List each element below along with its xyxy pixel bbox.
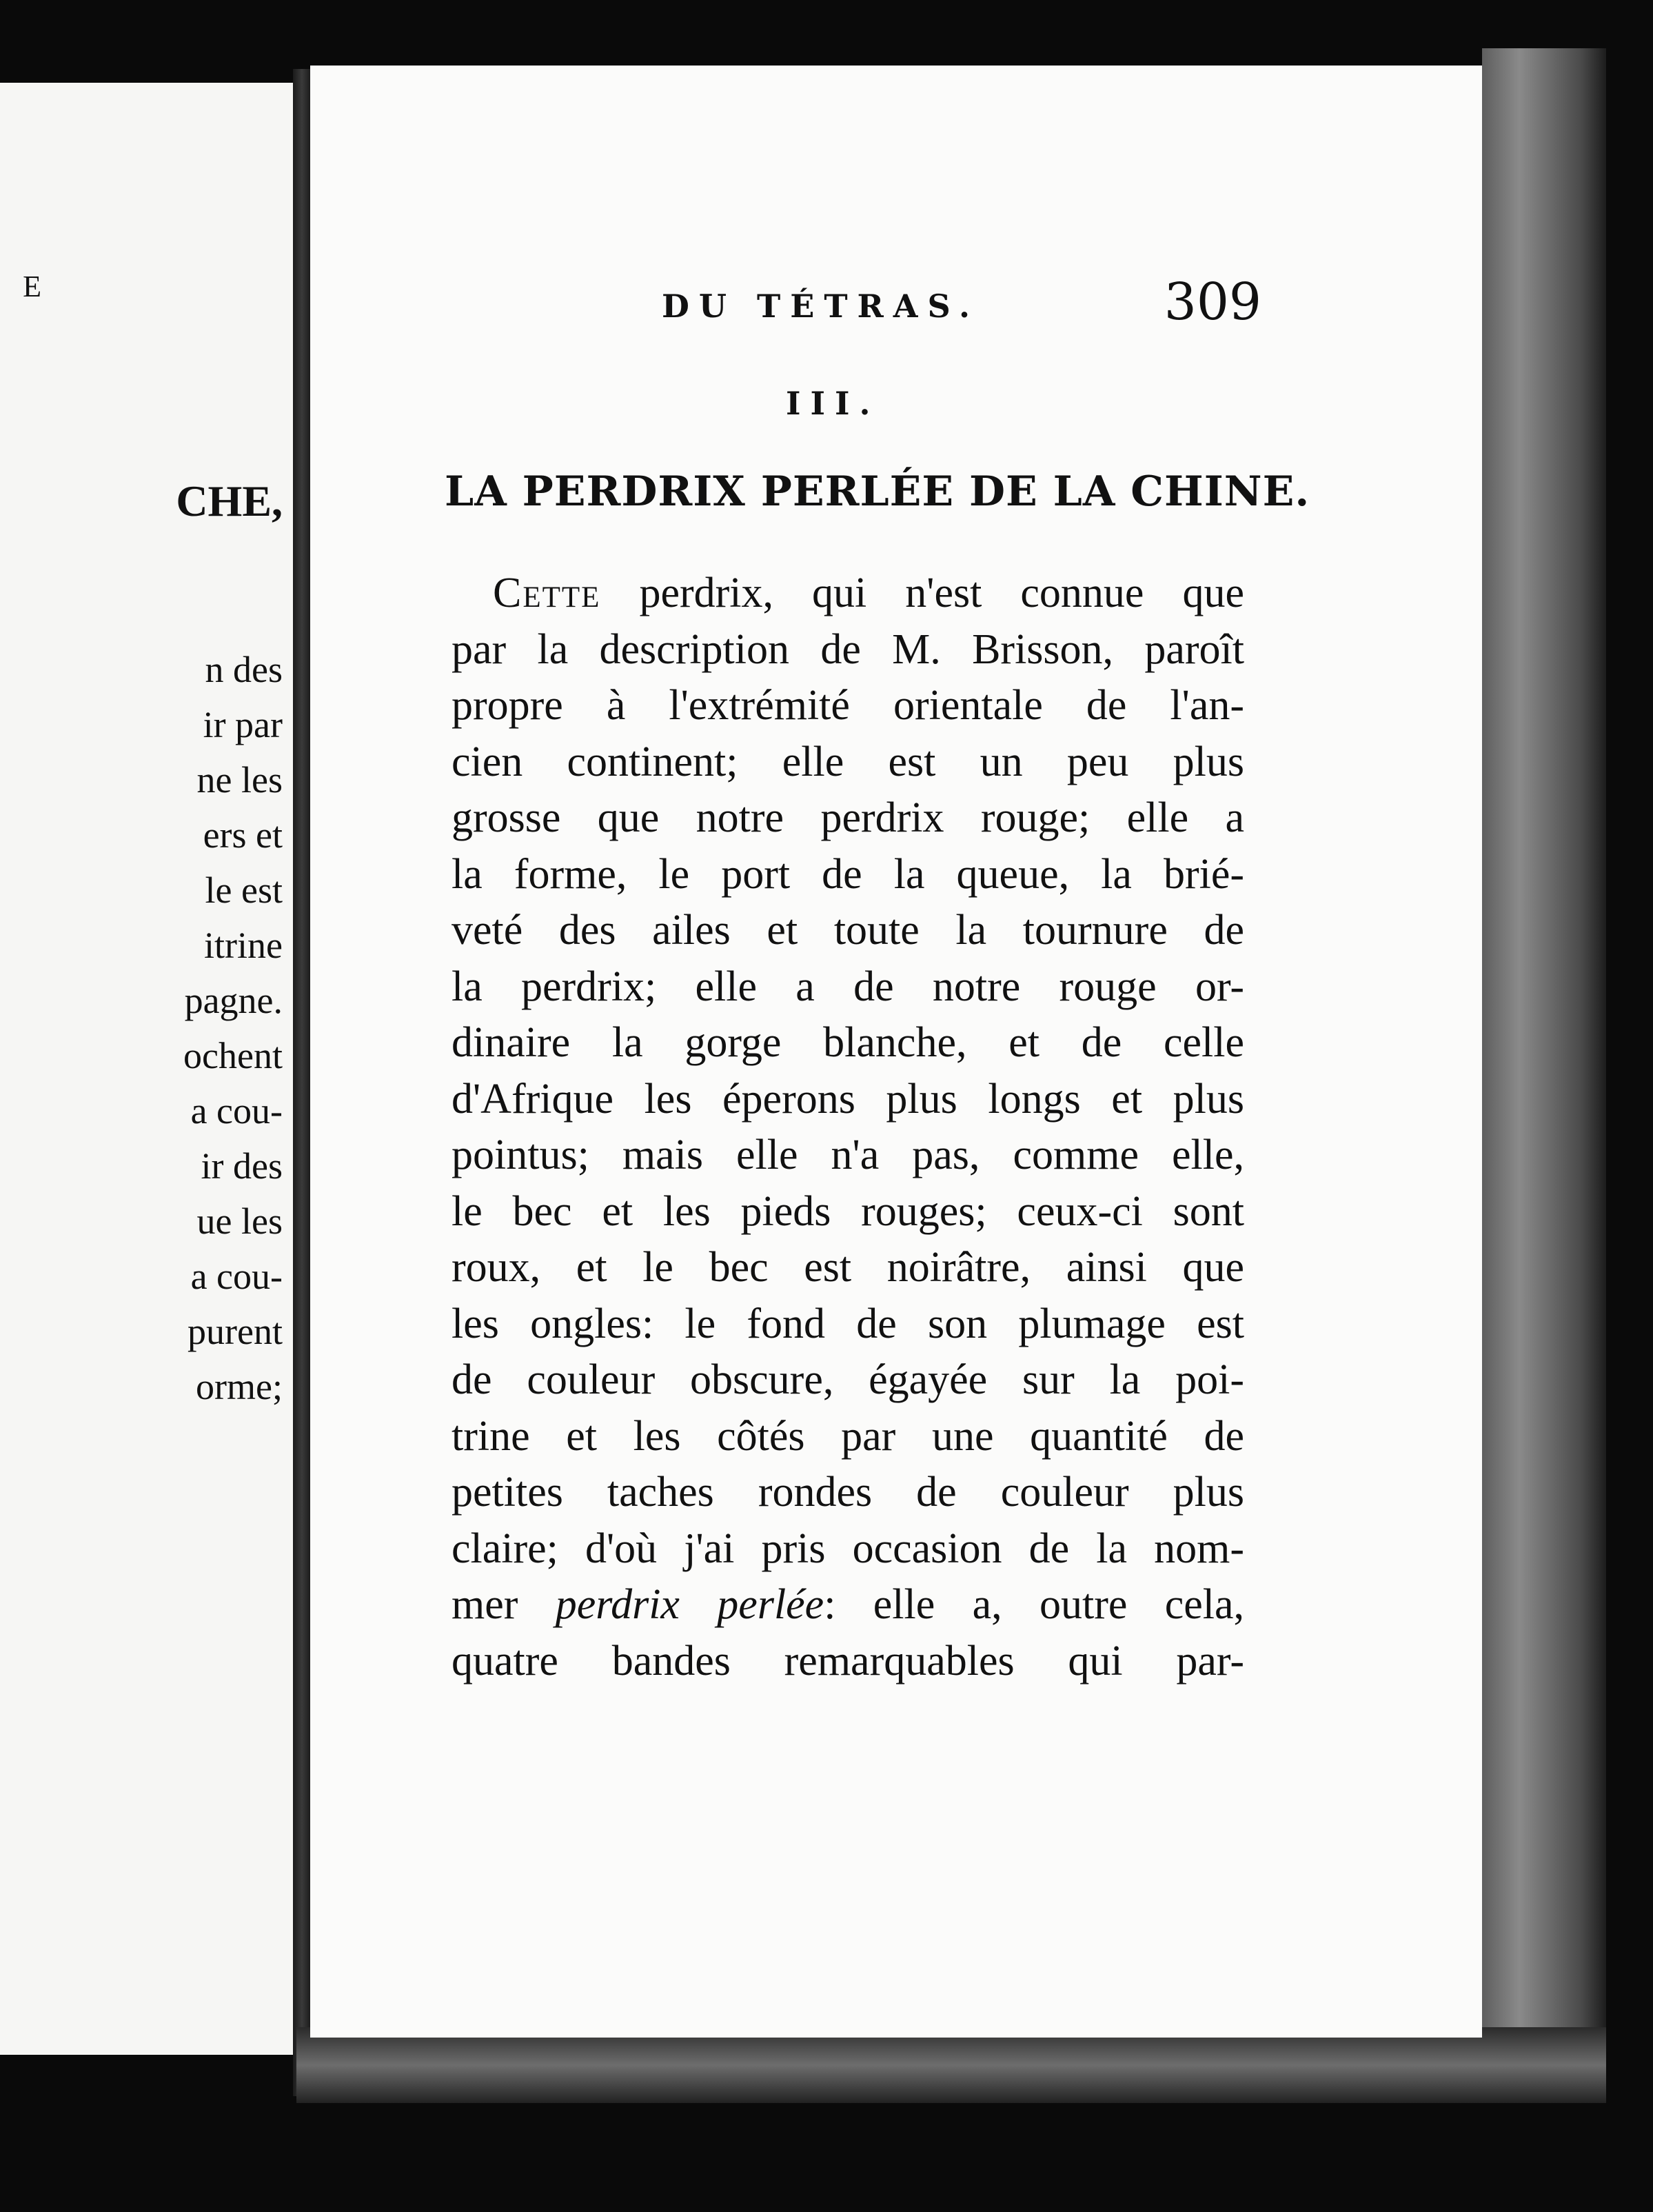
text-line-fragment: ir par [203,704,283,745]
text-line: pointus; mais elle n'a pas, comme elle, [452,1132,1244,1178]
bottom-edge-shadow [296,2027,1606,2103]
text-line-fragment: ir des [201,1145,283,1187]
text-line-fragment: ue les [196,1200,283,1242]
page-number: 309 [1164,272,1261,332]
chapter-title-fragment: CHE, [176,476,283,525]
text-line: dinaire la gorge blanche, et de celle [452,1019,1244,1066]
text-line-fragment: a cou- [190,1090,283,1132]
text-line-fragment: n des [205,649,283,690]
text-line-fragment: pagne. [184,980,283,1021]
text-line: roux, et le bec est noirâtre, ainsi que [452,1244,1244,1291]
text-line: claire; d'où j'ai pris occasion de la nom- [452,1525,1244,1572]
text-line-fragment: purent [187,1311,283,1352]
text-line: la perdrix; elle a de notre rouge or- [452,963,1244,1010]
text-line-fragment: ne les [196,759,283,801]
text-line-fragment: orme; [196,1366,283,1407]
running-title: DU TÉTRAS. [662,288,980,325]
previous-page [0,83,303,2055]
text-line: propre à l'extrémité orientale de l'an- [452,682,1244,729]
book-gutter [293,69,311,2096]
line-text: : elle a, outre cela, [824,1581,1244,1628]
text-line: trine et les côtés par une quantité de [452,1412,1244,1460]
italic-term: perdrix perlée [555,1581,824,1628]
text-line-fragment: ochent [183,1035,283,1076]
line-text: perdrix, qui n'est connue que [600,570,1244,616]
body-text [452,565,1244,1689]
text-line: par la description de M. Brisson, paroît [452,625,1244,673]
running-title-fragment: E [23,270,41,303]
page-edge-shadow [1482,48,1606,2048]
text-line [452,1577,1244,1633]
chapter-title: LA PERDRIX PERLÉE DE LA CHINE. [445,467,1310,516]
line-text: mer [452,1581,556,1628]
text-line-fragment: ers et [203,814,283,856]
text-line: quatre bandes remarquables qui par- [452,1637,1244,1685]
page-header [455,272,1261,334]
text-line: cien continent; elle est un peu plus [452,738,1244,785]
text-line: la forme, le port de la queue, la brié- [452,850,1244,898]
text-line [452,565,1244,622]
text-line: veté des ailes et toute la tournure de [452,907,1244,954]
text-line: d'Afrique les éperons plus longs et plus [452,1075,1244,1123]
text-line: le bec et les pieds rouges; ceux-ci sont [452,1187,1244,1235]
text-line-fragment: le est [205,869,283,911]
text-line-fragment: itrine [204,925,283,966]
text-line: petites taches rondes de couleur plus [452,1469,1244,1516]
text-line: les ongles: le fond de son plumage est [452,1300,1244,1347]
section-number: III. [786,385,880,422]
drop-word: Cette [493,570,601,616]
text-line: grosse que notre perdrix rouge; elle a [452,794,1244,841]
text-line-fragment: a cou- [190,1256,283,1297]
text-line: de couleur obscure, égayée sur la poi- [452,1356,1244,1403]
